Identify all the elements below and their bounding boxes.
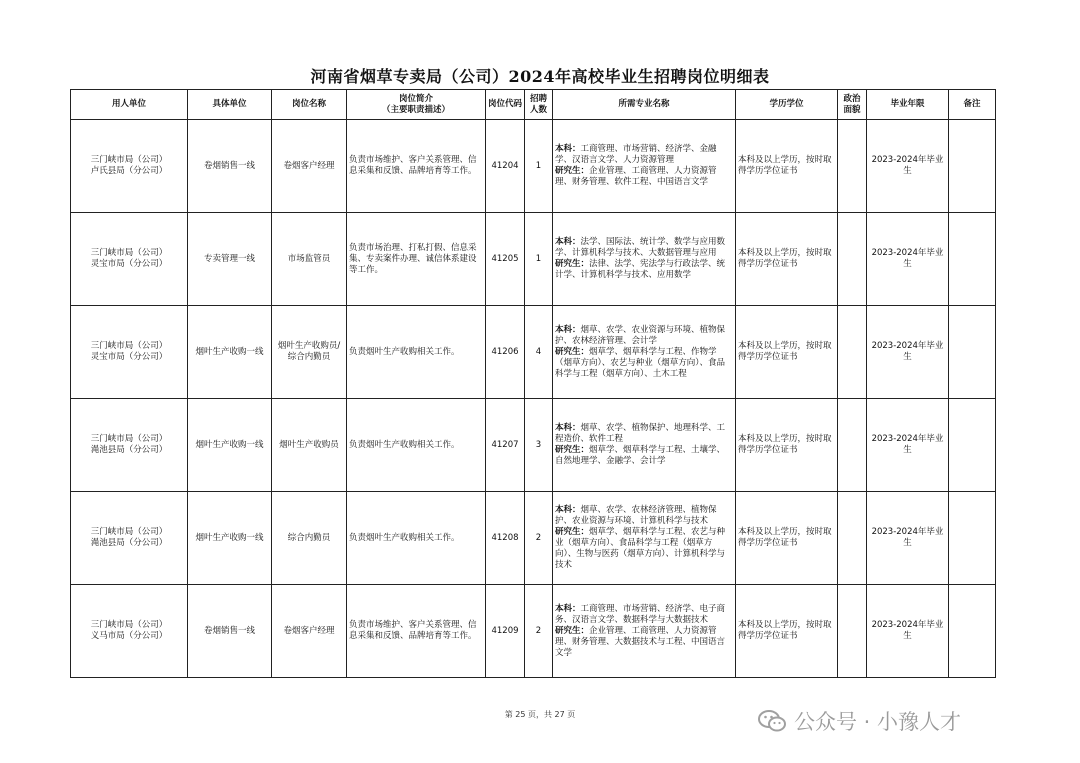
header-cell: 岗位名称 [272, 90, 347, 120]
dept-cell: 卷烟销售一线 [188, 585, 272, 678]
header-cell: 岗位简介 （主要职责描述） [347, 90, 486, 120]
header-cell: 备注 [949, 90, 996, 120]
dept-cell: 烟叶生产收购一线 [188, 399, 272, 492]
header-cell: 岗位代码 [486, 90, 525, 120]
politics-cell [838, 213, 867, 306]
table-row [71, 399, 996, 492]
undergrad-label: 本科： [555, 324, 581, 335]
politics-cell [838, 585, 867, 678]
table-row [71, 120, 996, 213]
unit-cell: 三门峡市局（公司） 灵宝市局（分公司） [71, 306, 188, 399]
note-cell [949, 213, 996, 306]
edu-cell: 本科及以上学历，按时取得学历学位证书 [736, 120, 838, 213]
dept-cell: 专卖管理一线 [188, 213, 272, 306]
post-cell: 烟叶生产收购员 [272, 399, 347, 492]
edu-cell: 本科及以上学历，按时取得学历学位证书 [736, 399, 838, 492]
table-row [71, 306, 996, 399]
undergrad-label: 本科： [555, 237, 581, 247]
header-cell: 毕业年限 [867, 90, 949, 120]
header-cell: 所需专业名称 [553, 90, 736, 120]
page-number: 第 25 页，共 27 页 [504, 710, 576, 719]
desc-cell: 负责市场治理、打私打假、信息采集、专卖案件办理、诚信体系建设等工作。 [347, 213, 486, 306]
year-cell: 2023-2024年毕业生 [867, 306, 949, 399]
code-cell: 41209 [486, 585, 525, 678]
year-cell: 2023-2024年毕业生 [867, 120, 949, 213]
undergrad-label: 本科： [555, 505, 581, 515]
edu-cell: 本科及以上学历，按时取得学历学位证书 [736, 306, 838, 399]
unit-cell: 三门峡市局（公司） 义马市局（分公司） [71, 585, 188, 678]
postgrad-majors: 烟草学、烟草科学与工程、作物学（烟草方向）、农艺与种业（烟草方向）、食品科学与工程（烟草方向）、土木工程 [555, 346, 726, 379]
header-cell: 用人单位 [71, 90, 188, 120]
wechat-icon [758, 709, 786, 733]
major-cell [553, 585, 736, 678]
post-cell: 卷烟客户经理 [272, 120, 347, 213]
dept-cell: 烟叶生产收购一线 [188, 492, 272, 585]
major-cell [553, 399, 736, 492]
code-cell: 41207 [486, 399, 525, 492]
postgrad-majors: 法律、法学、宪法学与行政法学、统计学、计算机科学与技术、应用数学 [555, 259, 726, 280]
table-row [71, 213, 996, 306]
desc-cell: 负责市场维护、客户关系管理、信息采集和反馈、品牌培育等工作。 [347, 120, 486, 213]
edu-cell: 本科及以上学历，按时取得学历学位证书 [736, 213, 838, 306]
header-cell: 具体单位 [188, 90, 272, 120]
postgrad-label: 研究生： [555, 346, 590, 357]
politics-cell [838, 399, 867, 492]
post-cell: 卷烟客户经理 [272, 585, 347, 678]
num-cell: 2 [525, 585, 553, 678]
header-cell: 招聘人数 [525, 90, 553, 120]
postgrad-majors: 烟草学、烟草科学与工程、农艺与种业（烟草方向）、食品科学与工程（烟草方向）、生物与医药（烟草方向）、计算机科学与技术 [555, 527, 726, 570]
table-header-row [71, 90, 996, 120]
undergrad-majors: 烟草、农学、植物保护、地理科学、工程造价、软件工程 [555, 423, 726, 444]
major-cell [553, 120, 736, 213]
undergrad-majors: 法学、国际法、统计学、数学与应用数学、计算机科学与技术、大数据管理与应用 [555, 237, 726, 258]
code-cell: 41208 [486, 492, 525, 585]
header-cell: 政治面貌 [838, 90, 867, 120]
postgrad-label: 研究生： [555, 445, 590, 455]
note-cell [949, 585, 996, 678]
num-cell: 1 [525, 213, 553, 306]
undergrad-label: 本科： [555, 423, 581, 433]
unit-cell: 三门峡市局（公司） 渑池县局（分公司） [71, 399, 188, 492]
major-cell [553, 213, 736, 306]
code-cell: 41204 [486, 120, 525, 213]
desc-cell: 负责市场维护、客户关系管理、信息采集和反馈、品牌培育等工作。 [347, 585, 486, 678]
desc-cell: 负责烟叶生产收购相关工作。 [347, 492, 486, 585]
note-cell [949, 120, 996, 213]
undergrad-label: 本科： [555, 603, 581, 614]
undergrad-majors: 烟草、农学、农业资源与环境、植物保护、农林经济管理、会计学 [555, 324, 726, 346]
undergrad-label: 本科： [555, 144, 581, 154]
postgrad-label: 研究生： [555, 259, 590, 269]
note-cell [949, 399, 996, 492]
post-cell: 烟叶生产收购员/综合内勤员 [272, 306, 347, 399]
positions-table [70, 89, 996, 678]
unit-cell: 三门峡市局（公司） 灵宝市局（分公司） [71, 213, 188, 306]
desc-cell: 负责烟叶生产收购相关工作。 [347, 306, 486, 399]
unit-cell: 三门峡市局（公司） 卢氏县局（分公司） [71, 120, 188, 213]
post-cell: 市场监管员 [272, 213, 347, 306]
undergrad-majors: 烟草、农学、农林经济管理、植物保护、农业资源与环境、计算机科学与技术 [555, 505, 717, 526]
code-cell: 41206 [486, 306, 525, 399]
watermark [758, 706, 961, 736]
watermark-text: 公众号 · 小豫人才 [794, 710, 962, 734]
table-row [71, 492, 996, 585]
postgrad-label: 研究生： [555, 625, 590, 636]
major-cell [553, 306, 736, 399]
politics-cell [838, 120, 867, 213]
edu-cell: 本科及以上学历，按时取得学历学位证书 [736, 492, 838, 585]
desc-cell: 负责烟叶生产收购相关工作。 [347, 399, 486, 492]
note-cell [949, 306, 996, 399]
major-cell [553, 492, 736, 585]
table-row [71, 585, 996, 678]
postgrad-label: 研究生： [555, 166, 590, 176]
postgrad-label: 研究生： [555, 527, 590, 537]
num-cell: 3 [525, 399, 553, 492]
undergrad-majors: 工商管理、市场营销、经济学、电子商务、汉语言文学、数据科学与大数据技术 [555, 603, 726, 625]
dept-cell: 卷烟销售一线 [188, 120, 272, 213]
num-cell: 1 [525, 120, 553, 213]
postgrad-majors: 企业管理、工商管理、人力资源管理、财务管理、大数据技术与工程、中国语言文学 [555, 625, 726, 658]
year-cell: 2023-2024年毕业生 [867, 399, 949, 492]
post-cell: 综合内勤员 [272, 492, 347, 585]
document-title: 河南省烟草专卖局（公司）2024年高校毕业生招聘岗位明细表 [310, 67, 770, 86]
politics-cell [838, 306, 867, 399]
edu-cell: 本科及以上学历，按时取得学历学位证书 [736, 585, 838, 678]
header-cell: 学历学位 [736, 90, 838, 120]
undergrad-majors: 工商管理、市场营销、经济学、金融学、汉语言文学、人力资源管理 [555, 144, 717, 165]
unit-cell: 三门峡市局（公司） 渑池县局（分公司） [71, 492, 188, 585]
year-cell: 2023-2024年毕业生 [867, 585, 949, 678]
politics-cell [838, 492, 867, 585]
num-cell: 4 [525, 306, 553, 399]
code-cell: 41205 [486, 213, 525, 306]
year-cell: 2023-2024年毕业生 [867, 213, 949, 306]
note-cell [949, 492, 996, 585]
postgrad-majors: 烟草学、烟草科学与工程、土壤学、自然地理学、金融学、会计学 [555, 445, 726, 466]
dept-cell: 烟叶生产收购一线 [188, 306, 272, 399]
postgrad-majors: 企业管理、工商管理、人力资源管理、财务管理、软件工程、中国语言文学 [555, 166, 717, 187]
num-cell: 2 [525, 492, 553, 585]
year-cell: 2023-2024年毕业生 [867, 492, 949, 585]
